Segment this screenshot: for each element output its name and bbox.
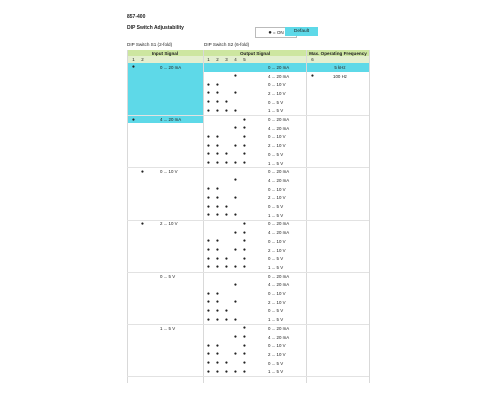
- on-dot-icon: ●: [233, 107, 238, 114]
- section-s2-title: DIP Switch S2 (6-fold): [204, 42, 250, 47]
- max-frequency-header: Max. Operating Frequency: [307, 50, 369, 56]
- group-divider: [127, 376, 369, 377]
- output-signal-cell: 0 ... 20 mA: [268, 64, 290, 70]
- on-dot-icon: ●: [233, 90, 238, 97]
- table-row: [127, 167, 369, 176]
- output-signal-cell: 4 ... 20 mA: [268, 334, 290, 340]
- on-dot-icon: ●: [215, 238, 220, 245]
- on-dot-icon: ●: [215, 368, 220, 375]
- on-dot-icon: ●: [215, 90, 220, 97]
- on-dot-icon: ●: [224, 151, 229, 158]
- on-dot-icon: ●: [233, 160, 238, 167]
- output-signal-cell: 4 ... 20 mA: [268, 73, 290, 79]
- on-dot-icon: ●: [242, 142, 247, 149]
- on-dot-icon: ●: [206, 212, 211, 219]
- output-signal-cell: 2 ... 10 V: [268, 90, 286, 96]
- on-dot-icon: ●: [206, 186, 211, 193]
- output-signal-cell: 0 ... 10 V: [268, 291, 286, 297]
- on-dot-icon: ●: [206, 264, 211, 271]
- table-row: [127, 359, 369, 368]
- on-dot-icon: ●: [206, 368, 211, 375]
- on-dot-icon: ●: [310, 73, 315, 80]
- on-dot-icon: ●: [242, 255, 247, 262]
- on-dot-icon: ●: [215, 247, 220, 254]
- output-signal-cell: 1 ... 5 V: [268, 108, 284, 114]
- col-s2-5: 5: [243, 57, 246, 62]
- on-dot-icon: ●: [215, 151, 220, 158]
- on-dot-icon: ●: [215, 351, 220, 358]
- output-signal-cell: 0 ... 5 V: [268, 204, 284, 210]
- output-signal-cell: 2 ... 10 V: [268, 143, 286, 149]
- table-row: [127, 254, 369, 263]
- table-row: [127, 298, 369, 307]
- table-row: [127, 159, 369, 168]
- on-dot-icon: ●: [206, 151, 211, 158]
- on-dot-icon: ●: [215, 212, 220, 219]
- on-dot-icon: ●: [233, 334, 238, 341]
- document-title: DIP Switch Adjustability: [127, 25, 184, 31]
- on-dot-icon: ●: [140, 220, 145, 227]
- table-row: [127, 333, 369, 342]
- output-signal-cell: 0 ... 10 V: [268, 134, 286, 140]
- col-s2-4: 4: [234, 57, 237, 62]
- table-row: [127, 89, 369, 98]
- on-dot-icon: ●: [206, 81, 211, 88]
- table-row: [127, 115, 369, 124]
- table-row: [127, 237, 369, 246]
- on-dot-icon: ●: [215, 194, 220, 201]
- on-dot-icon: ●: [131, 116, 136, 123]
- on-dot-icon: ●: [224, 203, 229, 210]
- on-dot-icon: ●: [215, 264, 220, 271]
- on-dot-icon: ●: [233, 177, 238, 184]
- output-signal-cell: 0 ... 5 V: [268, 256, 284, 262]
- on-dot-icon: ●: [224, 107, 229, 114]
- table-row: [127, 307, 369, 316]
- on-dot-icon: ●: [242, 151, 247, 158]
- on-dot-icon: ●: [206, 255, 211, 262]
- on-dot-icon: ●: [233, 247, 238, 254]
- on-dot-icon: ●: [233, 368, 238, 375]
- on-dot-icon: ●: [268, 29, 272, 36]
- on-dot-icon: ●: [242, 342, 247, 349]
- table-row: [127, 124, 369, 133]
- col-s1-2: 2: [141, 57, 144, 62]
- output-signal-cell: 2 ... 10 V: [268, 195, 286, 201]
- table-divider: [369, 50, 370, 383]
- on-dot-icon: ●: [206, 342, 211, 349]
- on-dot-icon: ●: [215, 299, 220, 306]
- table-row: [127, 185, 369, 194]
- on-dot-icon: ●: [206, 203, 211, 210]
- output-signal-cell: 4 ... 20 mA: [268, 177, 290, 183]
- on-dot-icon: ●: [224, 160, 229, 167]
- output-signal-cell: 0 ... 5 V: [268, 99, 284, 105]
- on-dot-icon: ●: [215, 290, 220, 297]
- on-dot-icon: ●: [242, 116, 247, 123]
- output-signal-cell: 0 ... 10 V: [268, 82, 286, 88]
- on-dot-icon: ●: [215, 255, 220, 262]
- frequency-value: 100 Hz: [333, 73, 347, 79]
- on-dot-icon: ●: [215, 160, 220, 167]
- on-dot-icon: ●: [206, 316, 211, 323]
- on-dot-icon: ●: [242, 133, 247, 140]
- output-signal-cell: 1 ... 5 V: [268, 212, 284, 218]
- on-dot-icon: ●: [215, 81, 220, 88]
- on-dot-icon: ●: [242, 351, 247, 358]
- on-dot-icon: ●: [215, 99, 220, 106]
- on-dot-icon: ●: [206, 238, 211, 245]
- on-dot-icon: ●: [233, 281, 238, 288]
- on-dot-icon: ●: [206, 360, 211, 367]
- table-row: [127, 324, 369, 333]
- table-row: [127, 98, 369, 107]
- on-dot-icon: ●: [224, 212, 229, 219]
- on-dot-icon: ●: [233, 142, 238, 149]
- on-dot-icon: ●: [206, 142, 211, 149]
- table-row: [127, 272, 369, 281]
- table-row: [127, 141, 369, 150]
- output-signal-cell: 1 ... 5 V: [268, 317, 284, 323]
- table-row: [127, 368, 369, 377]
- table-row: [127, 150, 369, 159]
- input-signal-cell: 2 ... 10 V: [160, 221, 178, 227]
- output-signal-cell: 1 ... 5 V: [268, 160, 284, 166]
- on-dot-icon: ●: [242, 334, 247, 341]
- on-dot-icon: ●: [206, 133, 211, 140]
- table-row: [127, 315, 369, 324]
- on-legend-text: = ON: [272, 30, 284, 35]
- on-dot-icon: ●: [206, 307, 211, 314]
- output-signal-cell: 2 ... 10 V: [268, 299, 286, 305]
- on-dot-icon: ●: [206, 290, 211, 297]
- input-signal-cell: 0 ... 10 V: [160, 169, 178, 175]
- on-dot-icon: ●: [206, 90, 211, 97]
- input-signal-cell: 4 ... 20 mA: [160, 117, 182, 123]
- table-row: [127, 176, 369, 185]
- table-row: [127, 202, 369, 211]
- table-row: [127, 281, 369, 290]
- on-dot-icon: ●: [215, 107, 220, 114]
- output-signal-cell: 0 ... 20 mA: [268, 169, 290, 175]
- on-dot-icon: ●: [215, 307, 220, 314]
- on-dot-icon: ●: [206, 247, 211, 254]
- on-dot-icon: ●: [233, 194, 238, 201]
- output-signal-cell: 0 ... 10 V: [268, 186, 286, 192]
- input-signal-header: Input Signal: [127, 50, 203, 56]
- output-signal-cell: 0 ... 5 V: [268, 151, 284, 157]
- on-dot-icon: ●: [215, 186, 220, 193]
- table-row: [127, 228, 369, 237]
- on-dot-icon: ●: [224, 316, 229, 323]
- col-s2-6: 6: [311, 57, 314, 62]
- on-dot-icon: ●: [242, 220, 247, 227]
- on-dot-icon: ●: [233, 299, 238, 306]
- output-signal-cell: 0 ... 20 mA: [268, 117, 290, 123]
- on-dot-icon: ●: [224, 264, 229, 271]
- output-signal-cell: 0 ... 20 mA: [268, 325, 290, 331]
- table-row: [127, 133, 369, 142]
- on-dot-icon: ●: [215, 360, 220, 367]
- table-row: [127, 211, 369, 220]
- input-signal-cell: 0 ... 5 V: [160, 273, 176, 279]
- on-dot-icon: ●: [233, 229, 238, 236]
- output-signal-cell: 2 ... 10 V: [268, 247, 286, 253]
- on-dot-icon: ●: [242, 160, 247, 167]
- output-signal-cell: 2 ... 10 V: [268, 351, 286, 357]
- table-row: [127, 80, 369, 89]
- col-s2-3: 3: [225, 57, 228, 62]
- on-dot-icon: ●: [206, 299, 211, 306]
- on-dot-icon: ●: [215, 142, 220, 149]
- model-number: 857-400: [127, 14, 146, 20]
- col-s2-2: 2: [216, 57, 219, 62]
- col-s1-1: 1: [132, 57, 135, 62]
- on-dot-icon: ●: [206, 99, 211, 106]
- input-signal-cell: 1 ... 5 V: [160, 325, 176, 331]
- on-dot-icon: ●: [242, 264, 247, 271]
- output-signal-cell: 1 ... 5 V: [268, 264, 284, 270]
- on-dot-icon: ●: [224, 255, 229, 262]
- on-dot-icon: ●: [242, 368, 247, 375]
- frequency-value: 5 kHz: [334, 64, 346, 70]
- on-dot-icon: ●: [242, 325, 247, 332]
- output-signal-cell: 4 ... 20 mA: [268, 125, 290, 131]
- on-dot-icon: ●: [131, 64, 136, 71]
- table-row: [127, 350, 369, 359]
- on-dot-icon: ●: [206, 351, 211, 358]
- on-dot-icon: ●: [242, 125, 247, 132]
- output-signal-cell: 0 ... 5 V: [268, 308, 284, 314]
- on-dot-icon: ●: [206, 194, 211, 201]
- output-signal-cell: 0 ... 10 V: [268, 343, 286, 349]
- on-dot-icon: ●: [233, 212, 238, 219]
- on-dot-icon: ●: [140, 168, 145, 175]
- on-dot-icon: ●: [206, 160, 211, 167]
- on-dot-icon: ●: [224, 99, 229, 106]
- on-dot-icon: ●: [224, 307, 229, 314]
- frequency-row: [127, 72, 369, 81]
- output-signal-cell: 4 ... 20 mA: [268, 230, 290, 236]
- on-dot-icon: ●: [233, 351, 238, 358]
- default-legend: Default: [285, 27, 318, 36]
- on-dot-icon: ●: [224, 360, 229, 367]
- frequency-row: [127, 63, 369, 72]
- output-signal-cell: 0 ... 20 mA: [268, 221, 290, 227]
- section-s1-title: DIP Switch S1 (2-fold): [127, 42, 173, 47]
- output-signal-cell: 4 ... 20 mA: [268, 282, 290, 288]
- output-signal-cell: 0 ... 5 V: [268, 360, 284, 366]
- col-s2-1: 1: [207, 57, 210, 62]
- output-signal-cell: 1 ... 5 V: [268, 369, 284, 375]
- on-dot-icon: ●: [242, 229, 247, 236]
- on-dot-icon: ●: [215, 316, 220, 323]
- table-row: [127, 289, 369, 298]
- on-dot-icon: ●: [242, 247, 247, 254]
- output-signal-cell: 0 ... 10 V: [268, 238, 286, 244]
- on-dot-icon: ●: [206, 107, 211, 114]
- on-dot-icon: ●: [242, 360, 247, 367]
- table-row: [127, 341, 369, 350]
- output-signal-cell: 0 ... 20 mA: [268, 273, 290, 279]
- table-row: [127, 220, 369, 229]
- on-dot-icon: ●: [233, 264, 238, 271]
- table-row: [127, 263, 369, 272]
- table-row: [127, 246, 369, 255]
- output-signal-header: Output Signal: [204, 50, 306, 56]
- on-dot-icon: ●: [215, 342, 220, 349]
- on-dot-icon: ●: [215, 133, 220, 140]
- on-dot-icon: ●: [242, 238, 247, 245]
- input-signal-cell: 0 ... 20 mA: [160, 64, 182, 70]
- table-row: [127, 194, 369, 203]
- on-dot-icon: ●: [224, 368, 229, 375]
- on-dot-icon: ●: [233, 125, 238, 132]
- on-dot-icon: ●: [233, 73, 238, 80]
- on-dot-icon: ●: [233, 316, 238, 323]
- table-row: [127, 107, 369, 116]
- on-dot-icon: ●: [215, 203, 220, 210]
